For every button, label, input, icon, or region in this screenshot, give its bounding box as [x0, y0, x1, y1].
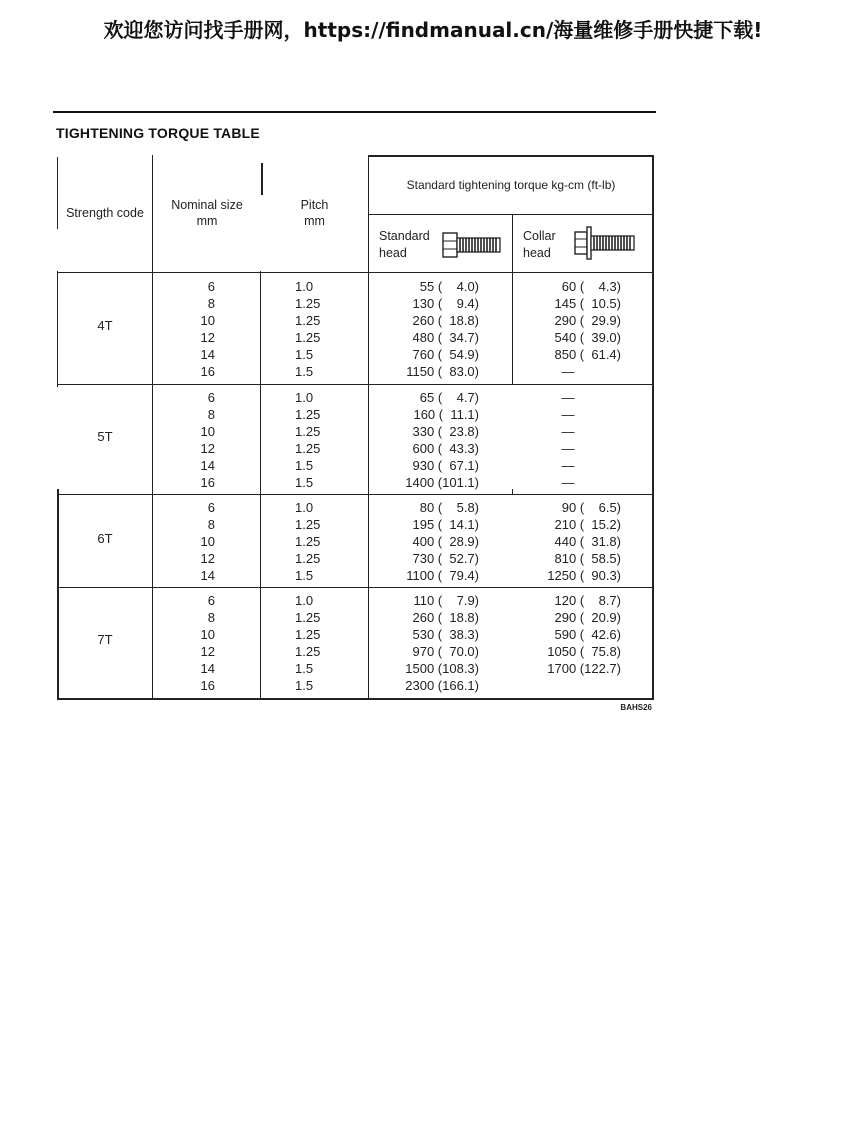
col-line-pitch-header [261, 163, 263, 195]
standard-torque-cell: 65 ( 4.7) [419, 390, 479, 405]
pitch-cell: 1.25 [295, 517, 321, 532]
row-line-4t [57, 384, 654, 385]
col-line-torque [368, 155, 369, 700]
nominal-size-cell: 12 [200, 551, 215, 566]
nominal-size-cell: 6 [207, 279, 215, 294]
pitch-cell: 1.5 [295, 347, 314, 362]
left-line-header [57, 157, 58, 229]
torque-sub-line [368, 214, 654, 215]
header-pitch-unit: mm [304, 214, 325, 228]
standard-torque-cell: 260 ( 18.8) [412, 313, 479, 328]
nominal-size-cell: 8 [207, 296, 215, 311]
nominal-size-cell: 6 [207, 500, 215, 515]
standard-torque-cell: 260 ( 18.8) [412, 610, 479, 625]
nominal-size-cell: 14 [200, 458, 215, 473]
header-collar-head-1: Collar [523, 229, 556, 243]
standard-torque-cell: 110 ( 7.9) [413, 593, 479, 608]
standard-torque-cell: 600 ( 43.3) [412, 441, 479, 456]
nominal-size-cell: 16 [200, 475, 215, 490]
nominal-size-cell: 6 [207, 390, 215, 405]
pitch-cell: 1.5 [295, 678, 314, 693]
nominal-size-cell: 12 [200, 644, 215, 659]
col-line-collar [512, 214, 513, 385]
collar-torque-cell: 590 ( 42.6) [554, 627, 621, 642]
pitch-cell: 1.0 [295, 279, 314, 294]
pitch-cell: 1.5 [295, 364, 314, 379]
col-line-pitch [260, 271, 261, 700]
standard-torque-cell: 330 ( 23.8) [412, 424, 479, 439]
collar-torque-cell: 210 ( 15.2) [554, 517, 621, 532]
nominal-size-cell: 16 [200, 364, 215, 379]
pitch-cell: 1.5 [295, 568, 314, 583]
pitch-cell: 1.25 [295, 534, 321, 549]
standard-torque-cell: 530 ( 38.3) [412, 627, 479, 642]
collar-torque-cell: 1050 ( 75.8) [547, 644, 621, 659]
collar-torque-cell: 145 ( 10.5) [554, 296, 621, 311]
torque-table [57, 155, 654, 700]
strength-code-2: 6T [97, 530, 113, 546]
nominal-size-cell: 16 [200, 678, 215, 693]
collar-torque-cell: 850 ( 61.4) [554, 347, 621, 362]
collar-torque-cell: 810 ( 58.5) [554, 551, 621, 566]
collar-torque-cell: 1250 ( 90.3) [547, 568, 621, 583]
standard-torque-cell: 80 ( 5.8) [419, 500, 479, 515]
top-rule [53, 111, 656, 113]
nominal-size-cell: 8 [207, 517, 215, 532]
nominal-size-cell: 10 [200, 534, 215, 549]
standard-torque-cell: 55 ( 4.0) [419, 279, 479, 294]
standard-torque-cell: 480 ( 34.7) [412, 330, 479, 345]
header-standard-head-1: Standard [379, 229, 430, 243]
collar-torque-cell: — [561, 458, 575, 473]
header-standard-head-2: head [379, 246, 407, 260]
pitch-cell: 1.25 [295, 330, 321, 345]
collar-torque-cell: 1700 (122.7) [547, 661, 621, 676]
standard-torque-cell: 400 ( 28.9) [412, 534, 479, 549]
collar-torque-cell: 290 ( 20.9) [554, 610, 621, 625]
nominal-size-cell: 10 [200, 627, 215, 642]
collar-torque-cell: — [561, 475, 575, 490]
row-line-5t [57, 494, 654, 495]
standard-torque-cell: 1400 (101.1) [405, 475, 479, 490]
standard-torque-cell: 930 ( 67.1) [412, 458, 479, 473]
col-line-size [152, 155, 153, 700]
standard-torque-cell: 730 ( 52.7) [412, 551, 479, 566]
pitch-cell: 1.25 [295, 424, 321, 439]
collar-torque-cell: 540 ( 39.0) [554, 330, 621, 345]
header-strength-code: Strength code [66, 206, 144, 220]
table-top-line [368, 155, 654, 157]
pitch-cell: 1.25 [295, 407, 321, 422]
row-line-6t [57, 587, 654, 588]
header-nominal-unit: mm [196, 214, 218, 228]
collar-torque-cell: 440 ( 31.8) [554, 534, 621, 549]
pitch-cell: 1.0 [295, 390, 314, 405]
header-collar-head-2: head [523, 246, 551, 260]
standard-torque-cell: 2300 (166.1) [405, 678, 479, 693]
nominal-size-cell: 12 [200, 441, 215, 456]
collar-torque-cell: 90 ( 6.5) [561, 500, 621, 515]
collar-torque-cell: — [561, 441, 575, 456]
pitch-cell: 1.25 [295, 644, 321, 659]
strength-code-3: 7T [97, 632, 113, 647]
collar-head-bolt-icon [574, 225, 636, 261]
standard-torque-cell: 970 ( 70.0) [412, 644, 479, 659]
pitch-cell: 1.5 [295, 475, 314, 490]
nominal-size-cell: 14 [200, 568, 215, 583]
strength-code-0: 4T [97, 318, 113, 333]
standard-torque-cell: 1500 (108.3) [405, 661, 479, 676]
nominal-size-cell: 10 [200, 313, 215, 328]
nominal-size-cell: 10 [200, 424, 215, 439]
pitch-cell: 1.25 [295, 627, 321, 642]
header-nominal-size: Nominal size [171, 198, 243, 212]
standard-torque-cell: 160 ( 11.1) [413, 407, 479, 422]
collar-torque-cell: — [561, 390, 575, 405]
collar-torque-cell: 290 ( 29.9) [554, 313, 621, 328]
pitch-cell: 1.25 [295, 551, 321, 566]
header-bottom-line [57, 272, 654, 273]
standard-head-bolt-icon [442, 229, 502, 261]
nominal-size-cell: 6 [207, 593, 215, 608]
table-right-line [652, 155, 654, 700]
table-title: TIGHTENING TORQUE TABLE [56, 125, 260, 141]
nominal-size-cell: 8 [207, 610, 215, 625]
pitch-cell: 1.5 [295, 661, 314, 676]
standard-torque-cell: 130 ( 9.4) [412, 296, 479, 311]
collar-torque-cell: 60 ( 4.3) [561, 279, 621, 294]
pitch-cell: 1.0 [295, 500, 314, 515]
collar-torque-cell: — [561, 364, 575, 379]
pitch-cell: 1.25 [295, 313, 321, 328]
header-pitch: Pitch [300, 198, 329, 212]
header-torque: Standard tightening torque kg-cm (ft-lb) [406, 178, 616, 192]
standard-torque-cell: 760 ( 54.9) [412, 347, 479, 362]
collar-torque-cell: — [561, 407, 575, 422]
standard-torque-cell: 1150 ( 83.0) [406, 364, 479, 379]
pitch-cell: 1.25 [295, 296, 321, 311]
table-bottom-line [57, 698, 654, 700]
strength-code-1: 5T [97, 429, 113, 444]
pitch-cell: 1.25 [295, 610, 321, 625]
site-banner: 欢迎您访问找手册网，https://findmanual.cn/海量维修手册快捷下载! [103, 18, 763, 42]
pitch-cell: 1.0 [295, 593, 314, 608]
nominal-size-cell: 12 [200, 330, 215, 345]
standard-torque-cell: 195 ( 14.1) [412, 517, 479, 532]
nominal-size-cell: 8 [207, 407, 215, 422]
standard-torque-cell: 1100 ( 79.4) [406, 568, 479, 583]
left-line-mid [57, 271, 58, 387]
collar-torque-cell: 120 ( 8.7) [554, 593, 621, 608]
table-left-line [57, 489, 59, 700]
collar-torque-cell: — [561, 424, 575, 439]
figure-code: BAHS26 [620, 703, 652, 712]
pitch-cell: 1.25 [295, 441, 321, 456]
nominal-size-cell: 14 [200, 661, 215, 676]
nominal-size-cell: 14 [200, 347, 215, 362]
pitch-cell: 1.5 [295, 458, 314, 473]
